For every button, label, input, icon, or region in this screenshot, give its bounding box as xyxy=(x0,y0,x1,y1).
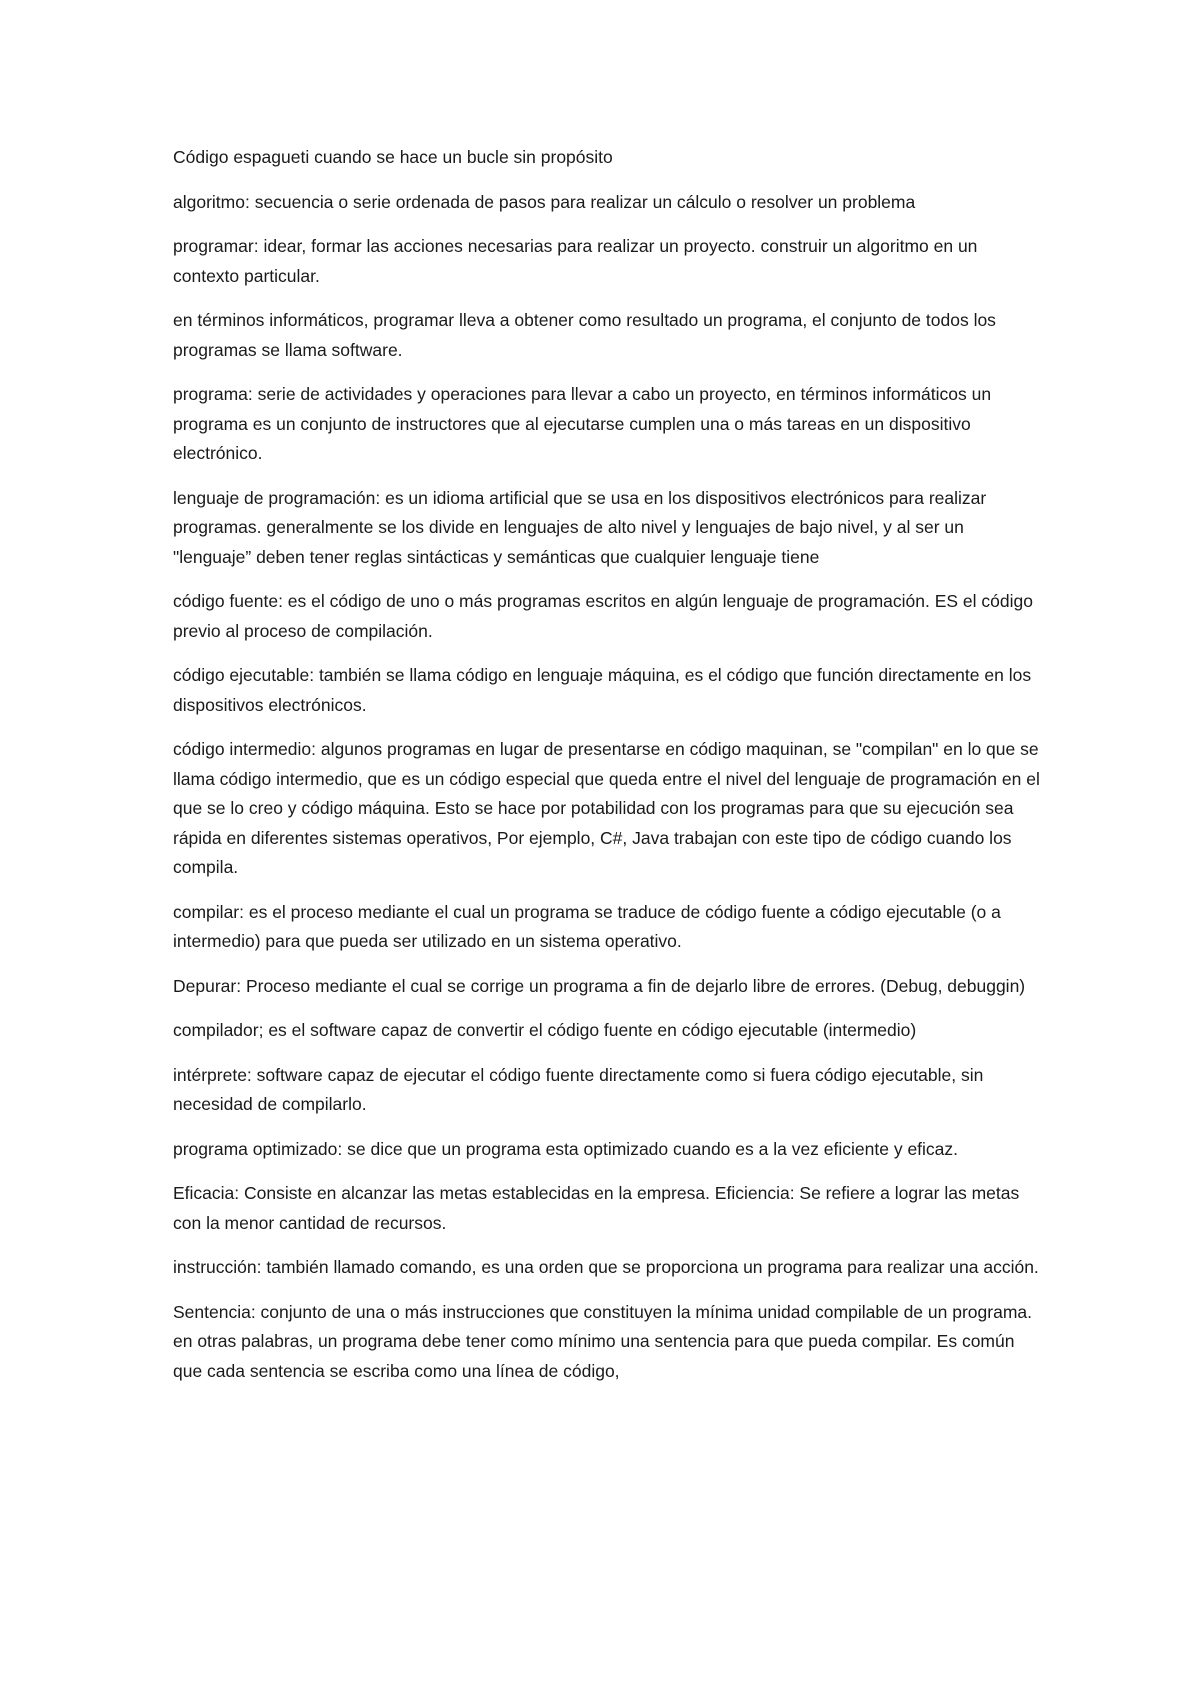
paragraph-sentencia: Sentencia: conjunto de una o más instrucciones que constituyen la mínima unidad compilable de un programa. en otras palabras, un programa debe tener como mínimo una sentencia para que pueda compilar. Es común que cada sentencia se escriba como una línea de código, xyxy=(173,1301,1032,1381)
paragraph-codigo-espagueti: Código espagueti cuando se hace un bucle sin propósito xyxy=(173,147,613,167)
document-body xyxy=(173,143,1043,1401)
paragraph-codigo-intermedio: código intermedio: algunos programas en lugar de presentarse en código maquinan, se "compilan" en lo que se llama código intermedio, que es un código especial que queda entre el nivel del lenguaje de programación en el que se lo creo y código máquina. Esto se hace por potabilidad con los programas para que su ejecución sea rápida en diferentes sistemas operativos, Por ejemplo, C#, Java trabajan con este tipo de código cuando los compila. xyxy=(173,739,1040,877)
paragraph-codigo-ejecutable: código ejecutable: también se llama código en lenguaje máquina, es el código que función directamente en los dispositivos electrónicos. xyxy=(173,665,1032,715)
paragraph-compilar: compilar: es el proceso mediante el cual un programa se traduce de código fuente a código ejecutable (o a intermedio) para que pueda ser utilizado en un sistema operativo. xyxy=(173,901,1001,951)
paragraph-algoritmo: algoritmo: secuencia o serie ordenada de pasos para realizar un cálculo o resolver un problema xyxy=(173,191,916,212)
paragraph-depurar: Depurar: Proceso mediante el cual se corrige un programa a fin de dejarlo libre de errores. (Debug, debuggin) xyxy=(173,975,1026,996)
paragraph-terminos-informaticos: en términos informáticos, programar lleva a obtener como resultado un programa, el conjunto de todos los programas se llama software. xyxy=(173,310,996,360)
paragraph-programar: programar: idear, formar las acciones necesarias para realizar un proyecto. construir un algoritmo en un contexto particular. xyxy=(173,236,978,286)
paragraph-programa: programa: serie de actividades y operaciones para llevar a cabo un proyecto, en términos informáticos un programa es un conjunto de instructores que al ejecutarse cumplen una o más tareas en un dispositivo electrónico. xyxy=(173,384,992,463)
paragraph-programa-optimizado: programa optimizado: se dice que un programa esta optimizado cuando es a la vez eficiente y eficaz. xyxy=(173,1138,959,1159)
paragraph-compilador: compilador; es el software capaz de convertir el código fuente en código ejecutable (intermedio) xyxy=(173,1020,917,1040)
paragraph-interprete: intérprete: software capaz de ejecutar el código fuente directamente como si fuera código ejecutable, sin necesidad de compilarlo. xyxy=(173,1064,984,1114)
paragraph-codigo-fuente: código fuente: es el código de uno o más programas escritos en algún lenguaje de programación. ES el código previo al proceso de compilación. xyxy=(173,591,1033,641)
paragraph-instruccion: instrucción: también llamado comando, es una orden que se proporciona un programa para realizar una acción. xyxy=(173,1257,1039,1277)
paragraph-lenguaje-programacion: lenguaje de programación: es un idioma artificial que se usa en los dispositivos electrónicos para realizar programas. generalmente se los divide en lenguajes de alto nivel y lenguajes de bajo nivel, y al ser un "lenguaje” deben tener reglas sintácticas y semánticas que cualquier lenguaje tiene xyxy=(173,487,987,567)
paragraph-eficacia-eficiencia: Eficacia: Consiste en alcanzar las metas establecidas en la empresa. Eficiencia: Se refiere a lograr las metas con la menor cantidad de recursos. xyxy=(173,1183,1020,1233)
